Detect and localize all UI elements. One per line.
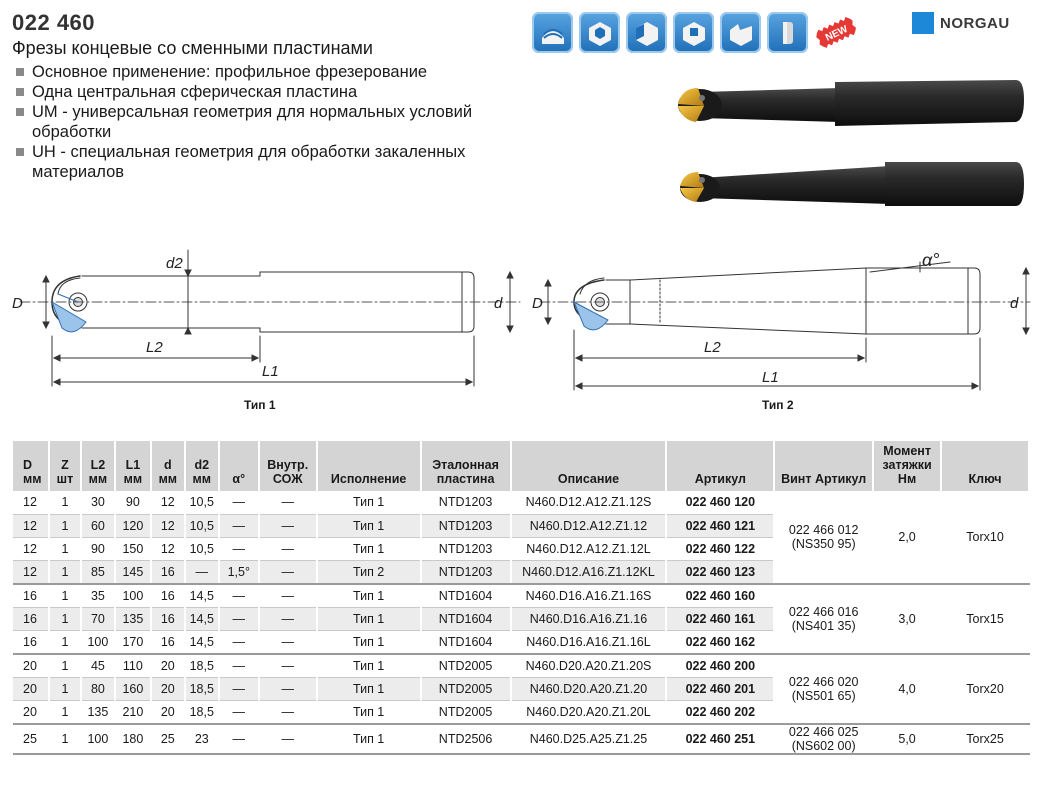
table-cell-insert: NTD1604 <box>421 584 511 607</box>
table-cell-desc: N460.D16.A16.Z1.16L <box>511 631 667 654</box>
table-cell-L1: 150 <box>115 538 151 561</box>
table-row <box>13 724 1029 754</box>
table-cell-type: Тип 1 <box>317 514 421 537</box>
col-header: Момент затяжки Нм <box>873 441 941 491</box>
drawing-label-type1: Тип 1 <box>244 398 276 412</box>
table-cell-Z: 1 <box>49 491 81 514</box>
table-cell-article: 022 460 121 <box>666 514 774 537</box>
col-header: Эталонная пластина <box>421 441 511 491</box>
drawing-svg <box>0 236 1043 416</box>
table-cell-key: Torx10 <box>941 491 1029 584</box>
table-cell-alpha: 1,5° <box>219 561 259 584</box>
shoulder-milling-icon <box>626 12 667 53</box>
table-cell-alpha: — <box>219 724 259 754</box>
table-cell-D: 20 <box>13 677 49 700</box>
table-cell-article: 022 460 200 <box>666 654 774 677</box>
table-cell-L1: 145 <box>115 561 151 584</box>
profile-milling-icon <box>532 12 573 53</box>
table-cell-type: Тип 1 <box>317 724 421 754</box>
table-cell-d2: 18,5 <box>185 654 219 677</box>
feature-item: Основное применение: профильное фрезерование <box>14 62 494 82</box>
table-cell-alpha: — <box>219 631 259 654</box>
table-cell-L2: 135 <box>81 701 115 724</box>
table-cell-article: 022 460 160 <box>666 584 774 607</box>
table-cell-L1: 120 <box>115 514 151 537</box>
table-cell-insert: NTD1604 <box>421 631 511 654</box>
table-cell-alpha: — <box>219 677 259 700</box>
table-cell-desc: N460.D20.A20.Z1.20 <box>511 677 667 700</box>
feature-item: Одна центральная сферическая пластина <box>14 82 494 102</box>
table-cell-alpha: — <box>219 654 259 677</box>
table-cell-L1: 90 <box>115 491 151 514</box>
table-cell-insert: NTD1604 <box>421 607 511 630</box>
table-cell-alpha: — <box>219 607 259 630</box>
table-cell-type: Тип 1 <box>317 607 421 630</box>
feature-item: UM - универсальная геометрия для нормальных условий обработки <box>14 102 494 142</box>
table-cell-insert: NTD2005 <box>421 677 511 700</box>
tool-photo-type1 <box>678 80 1024 126</box>
table-cell-d2: 10,5 <box>185 538 219 561</box>
dim-label: d2 <box>166 255 183 272</box>
table-cell-desc: N460.D25.A25.Z1.25 <box>511 724 667 754</box>
table-cell-D: 16 <box>13 631 49 654</box>
table-header-row <box>13 441 1029 491</box>
table-cell-insert: NTD1203 <box>421 538 511 561</box>
col-header: α° <box>219 441 259 491</box>
table-cell-alpha: — <box>219 538 259 561</box>
drawing-label-type2: Тип 2 <box>762 398 794 412</box>
table-cell-type: Тип 1 <box>317 701 421 724</box>
table-cell-torque: 3,0 <box>873 584 941 654</box>
table-cell-L1: 135 <box>115 607 151 630</box>
table-cell-L2: 80 <box>81 677 115 700</box>
screw-reference: (NS602 00) <box>791 738 856 753</box>
table-row <box>13 654 1029 677</box>
col-header: L2 мм <box>81 441 115 491</box>
table-cell-screw <box>774 724 873 754</box>
table-cell-screw <box>774 491 873 584</box>
plunge-milling-icon <box>767 12 808 53</box>
table-cell-coolant: — <box>259 631 317 654</box>
table-cell-Z: 1 <box>49 538 81 561</box>
table-cell-L1: 210 <box>115 701 151 724</box>
table-cell-L2: 35 <box>81 584 115 607</box>
table-cell-d2: 14,5 <box>185 584 219 607</box>
table-cell-d: 16 <box>151 631 185 654</box>
dim-label: D <box>532 295 543 312</box>
table-cell-alpha: — <box>219 514 259 537</box>
table-cell-coolant: — <box>259 584 317 607</box>
dim-label: L1 <box>762 369 779 386</box>
table-body <box>13 491 1029 754</box>
table-cell-Z: 1 <box>49 724 81 754</box>
table-cell-torque: 4,0 <box>873 654 941 724</box>
table-cell-D: 16 <box>13 584 49 607</box>
screw-article: 022 466 012 <box>788 523 859 538</box>
table-cell-Z: 1 <box>49 701 81 724</box>
table-cell-article: 022 460 123 <box>666 561 774 584</box>
table-cell-d2: 18,5 <box>185 677 219 700</box>
table-cell-L1: 100 <box>115 584 151 607</box>
catalog-code: 022 460 <box>12 10 96 35</box>
table-cell-insert: NTD1203 <box>421 561 511 584</box>
table-cell-D: 16 <box>13 607 49 630</box>
table-cell-coolant: — <box>259 607 317 630</box>
table-cell-alpha: — <box>219 701 259 724</box>
table-cell-coolant: — <box>259 538 317 561</box>
table-cell-Z: 1 <box>49 514 81 537</box>
table-cell-torque: 2,0 <box>873 491 941 584</box>
dim-label: L1 <box>262 363 279 380</box>
table-cell-Z: 1 <box>49 677 81 700</box>
table-cell-d: 12 <box>151 538 185 561</box>
table-cell-d: 20 <box>151 701 185 724</box>
table-cell-insert: NTD2005 <box>421 654 511 677</box>
table-cell-coolant: — <box>259 724 317 754</box>
table-cell-L2: 70 <box>81 607 115 630</box>
table-cell-L2: 85 <box>81 561 115 584</box>
table-cell-D: 20 <box>13 701 49 724</box>
dim-label: d <box>1010 295 1019 312</box>
table-cell-d2: 23 <box>185 724 219 754</box>
table-cell-coolant: — <box>259 654 317 677</box>
table-cell-coolant: — <box>259 491 317 514</box>
table-cell-L2: 45 <box>81 654 115 677</box>
logo-text: NORGAU <box>940 14 1010 32</box>
table-cell-type: Тип 1 <box>317 677 421 700</box>
table-cell-key: Torx20 <box>941 654 1029 724</box>
table-cell-D: 12 <box>13 538 49 561</box>
page-title: Фрезы концевые со сменными пластинами <box>12 38 373 58</box>
table-cell-d: 16 <box>151 561 185 584</box>
table-cell-desc: N460.D12.A12.Z1.12L <box>511 538 667 561</box>
table-cell-insert: NTD2506 <box>421 724 511 754</box>
table-cell-coolant: — <box>259 561 317 584</box>
table-cell-L2: 100 <box>81 724 115 754</box>
table-cell-coolant: — <box>259 701 317 724</box>
col-header: d мм <box>151 441 185 491</box>
table-cell-article: 022 460 202 <box>666 701 774 724</box>
table-cell-D: 12 <box>13 514 49 537</box>
table-cell-d: 20 <box>151 677 185 700</box>
col-header: D мм <box>13 441 49 491</box>
table-cell-type: Тип 1 <box>317 584 421 607</box>
table-cell-article: 022 460 122 <box>666 538 774 561</box>
table-cell-L2: 30 <box>81 491 115 514</box>
cavity-milling-icon <box>673 12 714 53</box>
technical-drawings <box>0 236 1043 416</box>
table-cell-d: 12 <box>151 491 185 514</box>
table-cell-d2: 14,5 <box>185 607 219 630</box>
table-row <box>13 491 1029 514</box>
screw-article: 022 466 025 <box>788 724 859 739</box>
tool-photo-type2 <box>680 162 1024 206</box>
col-header: Описание <box>511 441 667 491</box>
screw-reference: (NS350 95) <box>791 537 856 552</box>
table-cell-key: Torx15 <box>941 584 1029 654</box>
new-badge <box>814 12 860 52</box>
table-cell-type: Тип 1 <box>317 631 421 654</box>
table-cell-L2: 90 <box>81 538 115 561</box>
new-badge-text: NEW <box>823 23 850 44</box>
table-cell-torque: 5,0 <box>873 724 941 754</box>
table-cell-type: Тип 2 <box>317 561 421 584</box>
screw-article: 022 466 016 <box>788 605 859 620</box>
table-cell-coolant: — <box>259 514 317 537</box>
table-cell-d2: 18,5 <box>185 701 219 724</box>
table-cell-key: Torx25 <box>941 724 1029 754</box>
table-cell-article: 022 460 120 <box>666 491 774 514</box>
table-cell-L1: 110 <box>115 654 151 677</box>
table-cell-D: 20 <box>13 654 49 677</box>
table-cell-d2: 10,5 <box>185 491 219 514</box>
col-header: Ключ <box>941 441 1029 491</box>
table-cell-article: 022 460 251 <box>666 724 774 754</box>
screw-reference: (NS501 65) <box>791 689 856 704</box>
table-cell-desc: N460.D16.A16.Z1.16 <box>511 607 667 630</box>
col-header: Внутр. СОЖ <box>259 441 317 491</box>
logo-square-icon <box>912 12 934 34</box>
table-cell-desc: N460.D12.A16.Z1.12KL <box>511 561 667 584</box>
product-photos <box>660 70 1035 220</box>
dim-label: α° <box>922 250 940 270</box>
table-cell-type: Тип 1 <box>317 538 421 561</box>
table-cell-Z: 1 <box>49 631 81 654</box>
table-cell-insert: NTD1203 <box>421 514 511 537</box>
table-cell-screw <box>774 584 873 654</box>
pocket-milling-icon <box>579 12 620 53</box>
table-cell-Z: 1 <box>49 561 81 584</box>
table-cell-alpha: — <box>219 491 259 514</box>
dim-label: D <box>12 295 23 312</box>
table-cell-alpha: — <box>219 584 259 607</box>
table-cell-insert: NTD2005 <box>421 701 511 724</box>
table-cell-desc: N460.D12.A12.Z1.12 <box>511 514 667 537</box>
table-cell-d: 16 <box>151 607 185 630</box>
table-cell-d: 16 <box>151 584 185 607</box>
table-cell-desc: N460.D16.A16.Z1.16S <box>511 584 667 607</box>
dim-label: L2 <box>146 339 163 356</box>
table-cell-L1: 160 <box>115 677 151 700</box>
dim-label: L2 <box>704 339 721 356</box>
table-cell-coolant: — <box>259 677 317 700</box>
table-cell-L1: 180 <box>115 724 151 754</box>
table-cell-D: 25 <box>13 724 49 754</box>
brand-logo <box>912 12 1010 34</box>
table-cell-Z: 1 <box>49 584 81 607</box>
table-cell-d2: 14,5 <box>185 631 219 654</box>
col-header: Артикул <box>666 441 774 491</box>
table-cell-D: 12 <box>13 561 49 584</box>
table-cell-screw <box>774 654 873 724</box>
table-cell-d: 12 <box>151 514 185 537</box>
table-cell-d2: — <box>185 561 219 584</box>
table-cell-type: Тип 1 <box>317 654 421 677</box>
col-header: Z шт <box>49 441 81 491</box>
table-cell-d: 25 <box>151 724 185 754</box>
table-cell-d: 20 <box>151 654 185 677</box>
table-cell-article: 022 460 201 <box>666 677 774 700</box>
col-header: L1 мм <box>115 441 151 491</box>
screw-article: 022 466 020 <box>788 675 859 690</box>
col-header: Винт Артикул <box>774 441 873 491</box>
feature-item: UH - специальная геометрия для обработки закаленных материалов <box>14 142 494 182</box>
col-header: Исполнение <box>317 441 421 491</box>
table-cell-Z: 1 <box>49 607 81 630</box>
dim-label: d <box>494 295 503 312</box>
table-cell-type: Тип 1 <box>317 491 421 514</box>
table-cell-Z: 1 <box>49 654 81 677</box>
table-cell-article: 022 460 161 <box>666 607 774 630</box>
table-cell-desc: N460.D20.A20.Z1.20S <box>511 654 667 677</box>
table-cell-desc: N460.D20.A20.Z1.20L <box>511 701 667 724</box>
spec-table <box>13 441 1030 755</box>
table-cell-L2: 60 <box>81 514 115 537</box>
contour-milling-icon <box>720 12 761 53</box>
table-cell-L1: 170 <box>115 631 151 654</box>
table-row <box>13 584 1029 607</box>
table-cell-desc: N460.D12.A12.Z1.12S <box>511 491 667 514</box>
table-cell-D: 12 <box>13 491 49 514</box>
table-cell-article: 022 460 162 <box>666 631 774 654</box>
feature-list <box>14 62 494 182</box>
drawing-type2 <box>540 262 1030 390</box>
col-header: d2 мм <box>185 441 219 491</box>
screw-reference: (NS401 35) <box>791 619 856 634</box>
table-cell-insert: NTD1203 <box>421 491 511 514</box>
table-cell-L2: 100 <box>81 631 115 654</box>
application-icons <box>532 12 860 53</box>
table-cell-d2: 10,5 <box>185 514 219 537</box>
